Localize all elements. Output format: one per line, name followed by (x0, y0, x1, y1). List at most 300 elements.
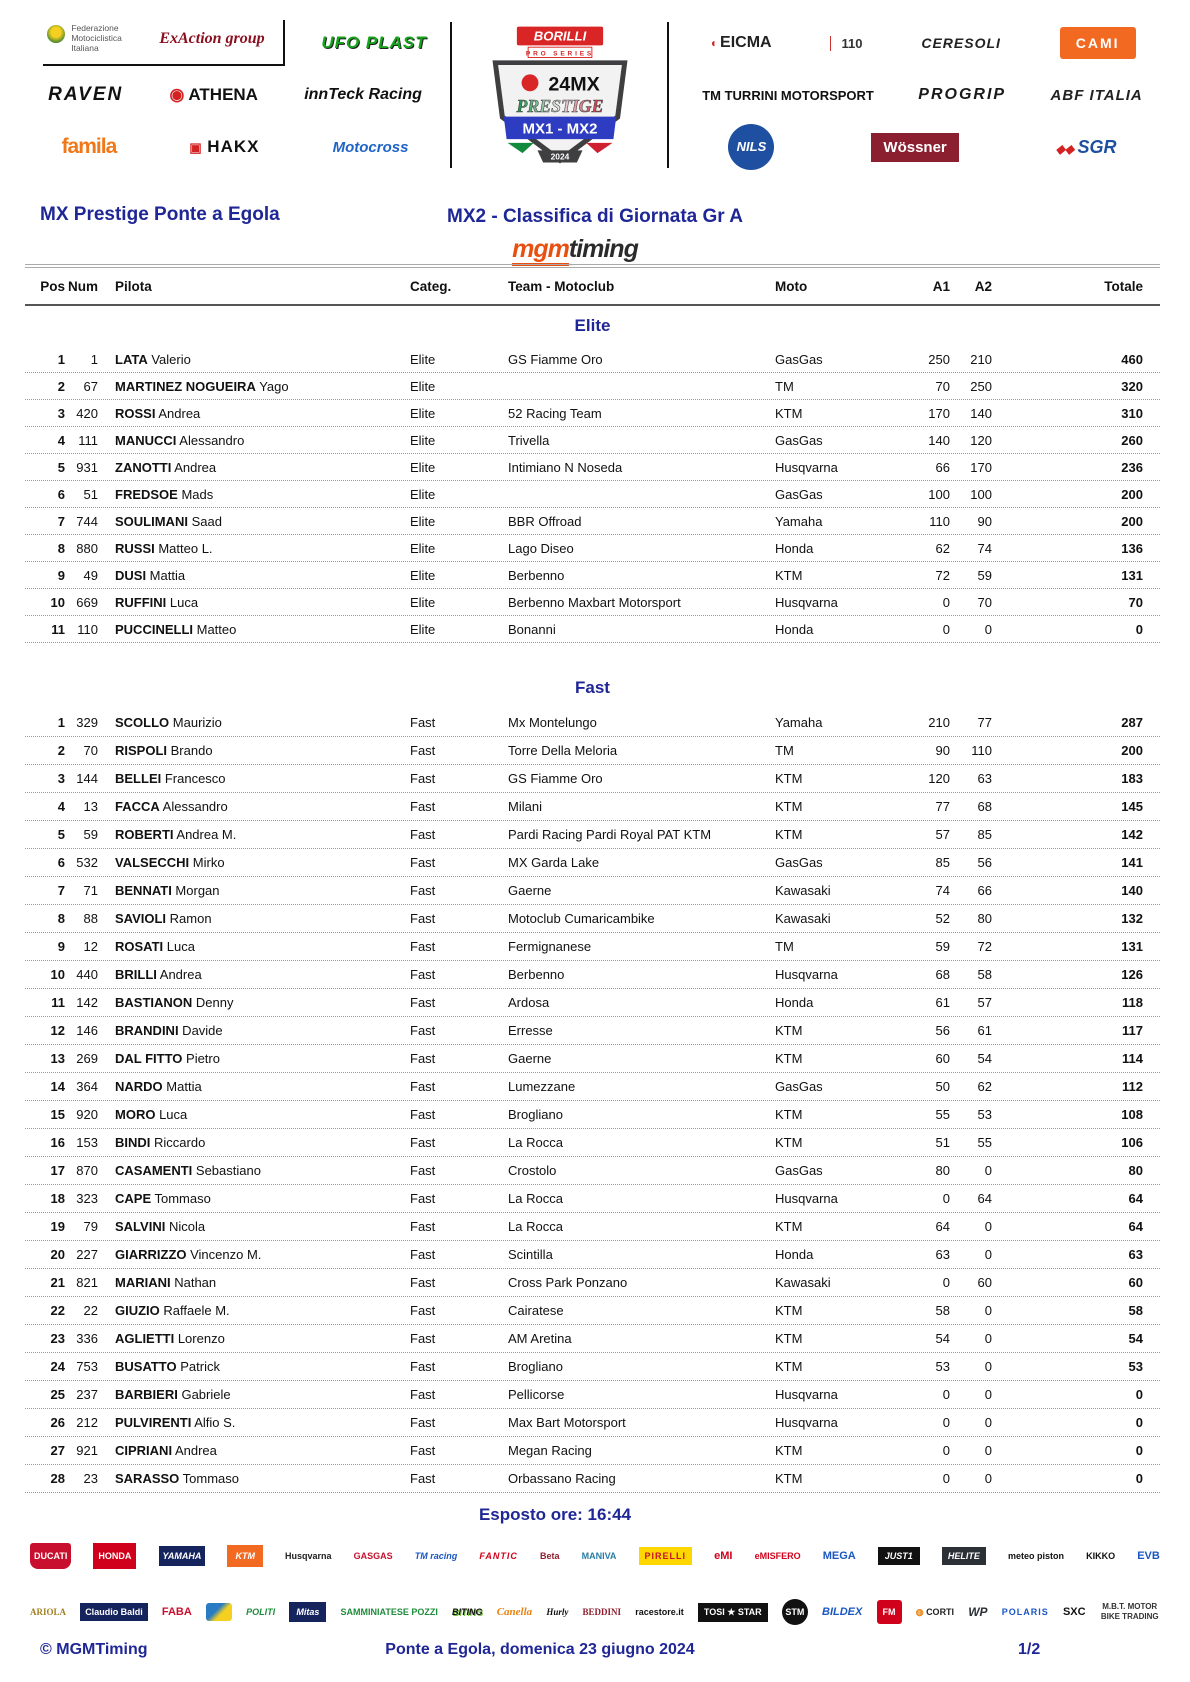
evb-logo: EVB (1137, 1550, 1160, 1562)
pirelli-logo: PIRELLI (639, 1547, 693, 1565)
sgr-logo: ◆◆ SGR (1056, 137, 1117, 158)
team-motoclub: BBR Offroad (508, 513, 582, 529)
category: Fast (410, 1135, 436, 1150)
moto-brand: KTM (775, 405, 803, 421)
category: Fast (410, 1359, 436, 1374)
total-points: 132 (1121, 911, 1143, 926)
points-a1: 170 (928, 405, 950, 421)
moto-brand: KTM (775, 1219, 803, 1234)
team-motoclub: AM Aretina (508, 1331, 572, 1346)
points-a2: 0 (984, 1443, 992, 1458)
category: Elite (410, 486, 436, 502)
category: Fast (410, 1023, 436, 1038)
table-row (25, 535, 1160, 562)
total-points: 310 (1121, 405, 1143, 421)
category: Elite (410, 540, 436, 556)
moto-brand: Husqvarna (775, 1415, 838, 1430)
total-points: 0 (1135, 1415, 1143, 1430)
points-a2: 66 (977, 883, 992, 898)
moto-brand: KTM (775, 1303, 803, 1318)
yamaha-logo: YAMAHA (159, 1546, 206, 1566)
points-a1: 51 (935, 1135, 950, 1150)
rider-name: FREDSOE Mads (115, 486, 214, 502)
moto-brand: GasGas (775, 1163, 823, 1178)
total-points: 200 (1121, 513, 1143, 529)
table-row (25, 1129, 1160, 1157)
category: Elite (410, 513, 436, 529)
category: Fast (410, 883, 436, 898)
category: Fast (410, 1331, 436, 1346)
ktm-logo: KTM (227, 1545, 263, 1567)
race-number: 227 (76, 1247, 98, 1262)
team-motoclub: Gaerne (508, 1051, 552, 1066)
race-number: 364 (76, 1079, 98, 1094)
fm-logo: FM (877, 1600, 902, 1624)
crest-logo (206, 1603, 232, 1621)
table-row (25, 765, 1160, 793)
position: 7 (57, 513, 65, 529)
table-row (25, 1269, 1160, 1297)
position: 28 (50, 1471, 65, 1486)
race-number: 59 (83, 827, 98, 842)
points-a2: 77 (977, 715, 992, 730)
category: Fast (410, 743, 436, 758)
position: 27 (50, 1443, 65, 1458)
rider-name: SOULIMANI Saad (115, 513, 222, 529)
rider-name: AGLIETTI Lorenzo (115, 1331, 225, 1346)
rider-name: NARDO Mattia (115, 1079, 202, 1094)
total-points: 0 (1135, 621, 1143, 637)
points-a2: 80 (977, 911, 992, 926)
position: 25 (50, 1387, 65, 1402)
moto-brand: GasGas (775, 432, 823, 448)
moto-brand: KTM (775, 1023, 803, 1038)
points-a2: 56 (977, 855, 992, 870)
page-number: 1/2 (1018, 1641, 1041, 1658)
sponsor-row (25, 20, 445, 66)
moto-brand: GasGas (775, 1079, 823, 1094)
team-motoclub: Brogliano (508, 1107, 563, 1122)
faba-logo: FABA (161, 1606, 192, 1618)
race-number: 110 (77, 621, 98, 637)
rider-name: RISPOLI Brando (115, 743, 213, 758)
rider-name: MARTINEZ NOGUEIRA Yago (115, 378, 289, 394)
category: Elite (410, 405, 436, 421)
position: 24 (50, 1359, 65, 1374)
total-points: 141 (1121, 855, 1143, 870)
table-row (25, 821, 1160, 849)
table-row (25, 793, 1160, 821)
total-points: 200 (1121, 486, 1143, 502)
points-a2: 250 (970, 378, 992, 394)
rider-surname: BRILLI (115, 967, 157, 982)
position: 4 (57, 432, 65, 448)
category: Fast (410, 911, 436, 926)
position: 14 (50, 1079, 65, 1094)
position: 1 (57, 715, 65, 730)
category: Elite (410, 432, 436, 448)
just1-logo: JUST1 (878, 1547, 920, 1565)
position: 22 (50, 1303, 65, 1318)
total-points: 287 (1121, 715, 1143, 730)
category: Fast (410, 715, 436, 730)
race-number: 931 (76, 459, 98, 475)
position: 5 (57, 827, 65, 842)
table-row (25, 1465, 1160, 1493)
race-number: 880 (76, 540, 98, 556)
column-header-num: Num (68, 278, 98, 294)
position: 6 (57, 855, 65, 870)
total-points: 54 (1128, 1331, 1143, 1346)
table-row (25, 562, 1160, 589)
team-motoclub: Berbenno (508, 567, 565, 583)
category: Elite (410, 351, 436, 367)
rider-name: BARBIERI Gabriele (115, 1387, 231, 1402)
total-points: 118 (1122, 995, 1143, 1010)
category: Fast (410, 1051, 436, 1066)
table-row (25, 905, 1160, 933)
rider-surname: MANUCCI (115, 432, 177, 448)
rider-name: GIUZIO Raffaele M. (115, 1303, 230, 1318)
team-motoclub: Intimiano N Noseda (508, 459, 623, 475)
table-row (25, 373, 1160, 400)
table-row (25, 933, 1160, 961)
rider-surname: BENNATI (115, 883, 172, 898)
moto-brand: KTM (775, 1135, 803, 1150)
eicma-logo: ◖ EICMA (709, 34, 771, 52)
points-a1: 57 (935, 827, 950, 842)
total-points: 131 (1121, 939, 1143, 954)
rider-name: BRANDINI Davide (115, 1023, 223, 1038)
points-a2: 170 (970, 459, 992, 475)
rider-name: SCOLLO Maurizio (115, 715, 222, 730)
table-row (25, 427, 1160, 454)
total-points: 80 (1128, 1163, 1143, 1178)
rider-name: MORO Luca (115, 1107, 188, 1122)
fantic-logo: FANTIC (479, 1551, 518, 1561)
points-a1: 58 (935, 1303, 950, 1318)
rider-name: BENNATI Morgan (115, 883, 220, 898)
total-points: 142 (1121, 827, 1143, 842)
ufo-logo: UFO PLAST (321, 33, 427, 52)
mxblue-logo: Motocross (332, 138, 409, 156)
column-header-moto: Moto (775, 278, 808, 294)
table-row (25, 1325, 1160, 1353)
position: 9 (57, 567, 65, 583)
table-row (25, 616, 1160, 643)
points-a1: 55 (935, 1107, 950, 1122)
rider-name: RUFFINI Luca (115, 594, 199, 610)
rider-surname: NARDO (115, 1079, 163, 1094)
points-a2: 55 (977, 1135, 992, 1150)
beta-logo: Beta (539, 1551, 560, 1561)
corti-logo: ◍ CORTI (916, 1607, 954, 1618)
team-motoclub: Berbenno Maxbart Motorsport (508, 594, 681, 610)
points-a2: 57 (977, 995, 992, 1010)
rider-surname: RISPOLI (115, 743, 168, 758)
team-motoclub: GS Fiamme Oro (508, 351, 603, 367)
points-a1: 64 (935, 1219, 950, 1234)
rider-surname: MARIANI (115, 1275, 171, 1290)
footer-sponsor-row-1 (30, 1538, 1160, 1574)
race-number: 323 (76, 1191, 98, 1206)
table-row (25, 849, 1160, 877)
table-row (25, 1353, 1160, 1381)
column-header-pos: Pos (40, 278, 65, 294)
team-motoclub: Bonanni (508, 621, 556, 637)
total-points: 145 (1121, 799, 1143, 814)
race-number: 753 (76, 1359, 98, 1374)
timing-logo-part: timing (568, 235, 638, 263)
category: Elite (410, 621, 436, 637)
rider-surname: FACCA (115, 799, 160, 814)
points-a1: 0 (942, 1443, 950, 1458)
race-number: 144 (76, 771, 98, 786)
table-row (25, 737, 1160, 765)
points-a2: 140 (970, 405, 992, 421)
moto-brand: KTM (775, 1107, 803, 1122)
position: 23 (50, 1331, 65, 1346)
110-logo: 110 (830, 36, 862, 51)
cami-logo: CAMI (1060, 27, 1136, 59)
points-a2: 72 (977, 939, 992, 954)
position: 8 (57, 911, 65, 926)
abf-logo: ABF ITALIA (1050, 86, 1143, 104)
race-number: 669 (76, 594, 98, 610)
position: 10 (50, 967, 65, 982)
category: Fast (410, 1079, 436, 1094)
moto-brand: KTM (775, 1359, 803, 1374)
points-a2: 0 (984, 1163, 992, 1178)
rider-surname: BARBIERI (115, 1387, 178, 1402)
table-row (25, 1185, 1160, 1213)
points-a1: 0 (942, 1415, 950, 1430)
race-number: 269 (76, 1051, 98, 1066)
table-row (25, 1437, 1160, 1465)
category: Elite (410, 459, 436, 475)
points-a1: 61 (935, 995, 950, 1010)
rider-name: CAPE Tommaso (115, 1191, 211, 1206)
ariola-logo: ARIOLA (30, 1607, 67, 1617)
category: Fast (410, 1443, 436, 1458)
rider-surname: SALVINI (115, 1219, 166, 1234)
team-motoclub: Lumezzane (508, 1079, 576, 1094)
total-points: 112 (1122, 1079, 1143, 1094)
sponsor-header-left (25, 20, 445, 170)
moto-brand: KTM (775, 567, 803, 583)
nils-logo: NILS (728, 124, 774, 170)
moto-brand: Honda (775, 540, 814, 556)
canella-logo: Canella (496, 1606, 533, 1618)
points-a1: 70 (935, 378, 950, 394)
total-points: 63 (1128, 1247, 1143, 1262)
moto-brand: KTM (775, 1443, 803, 1458)
total-points: 140 (1121, 883, 1143, 898)
total-points: 53 (1128, 1359, 1143, 1374)
points-a2: 210 (970, 351, 992, 367)
honda-logo: HONDA (93, 1543, 136, 1569)
points-a2: 100 (970, 486, 992, 502)
points-a1: 0 (942, 1387, 950, 1402)
sponsor-header (25, 20, 1165, 170)
moto-brand: KTM (775, 1331, 803, 1346)
table-row (25, 989, 1160, 1017)
table-row (25, 1381, 1160, 1409)
rider-surname: GIARRIZZO (115, 1247, 187, 1262)
points-a1: 60 (935, 1051, 950, 1066)
category: Fast (410, 967, 436, 982)
tosistar-logo: TOSI ★ STAR (698, 1603, 768, 1622)
meteopiston-logo: meteo piston (1008, 1551, 1065, 1561)
race-number: 329 (76, 715, 98, 730)
bildex-logo: BILDEX (822, 1606, 863, 1618)
moto-brand: GasGas (775, 486, 823, 502)
total-points: 0 (1135, 1387, 1143, 1402)
svg-text:24MX: 24MX (547, 73, 600, 96)
rider-name: CIPRIANI Andrea (115, 1443, 217, 1458)
category: Elite (410, 567, 436, 583)
team-motoclub: Pardi Racing Pardi Royal PAT KTM (508, 827, 712, 842)
category: Fast (410, 1471, 436, 1486)
total-points: 114 (1122, 1051, 1143, 1066)
points-a2: 0 (984, 1331, 992, 1346)
innteck-logo: innTeck Racing (304, 86, 422, 103)
total-points: 64 (1128, 1219, 1143, 1234)
mbt-logo: M.B.T. MOTOR BIKE TRADING (1100, 1602, 1159, 1621)
points-a2: 53 (977, 1107, 992, 1122)
team-motoclub: Orbassano Racing (508, 1471, 616, 1486)
table-row (25, 589, 1160, 616)
moto-brand: GasGas (775, 351, 823, 367)
points-a1: 140 (928, 432, 950, 448)
table-row (25, 709, 1160, 737)
baldi-logo: Claudio Baldi (80, 1603, 148, 1621)
race-number: 111 (78, 432, 98, 448)
total-points: 106 (1121, 1135, 1143, 1150)
points-a1: 80 (935, 1163, 950, 1178)
team-motoclub: Lago Diseo (508, 540, 574, 556)
svg-text:2024: 2024 (550, 151, 569, 162)
rider-surname: DAL FITTO (115, 1051, 183, 1066)
moto-brand: GasGas (775, 855, 823, 870)
results-table (25, 264, 1160, 1493)
points-a1: 77 (935, 799, 950, 814)
team-motoclub: Trivella (508, 432, 550, 448)
column-header-totale: Totale (1104, 278, 1143, 294)
rider-name: GIARRIZZO Vincenzo M. (115, 1247, 262, 1262)
rider-surname: DUSI (115, 567, 147, 583)
team-motoclub: Scintilla (508, 1247, 553, 1262)
rider-name: CASAMENTI Sebastiano (115, 1163, 261, 1178)
rider-name: VALSECCHI Mirko (115, 855, 225, 870)
sponsor-row (680, 20, 1165, 66)
rider-name: MANUCCI Alessandro (115, 432, 245, 448)
points-a2: 0 (984, 1247, 992, 1262)
category: Fast (410, 1387, 436, 1402)
position: 20 (50, 1247, 65, 1262)
moto-brand: Honda (775, 621, 814, 637)
points-a1: 110 (929, 513, 950, 529)
position: 8 (57, 540, 65, 556)
rider-surname: SCOLLO (115, 715, 170, 730)
sponsor-row (25, 124, 445, 170)
rider-name: BUSATTO Patrick (115, 1359, 220, 1374)
points-a1: 85 (935, 855, 950, 870)
category: Fast (410, 995, 436, 1010)
table-row (25, 400, 1160, 427)
table-body (25, 306, 1160, 1493)
position: 11 (51, 621, 65, 637)
prestige-shield-logo (485, 24, 635, 166)
points-a2: 70 (977, 594, 992, 610)
total-points: 236 (1121, 459, 1143, 475)
wp-logo: WP (968, 1605, 988, 1619)
stm-logo: STM (782, 1599, 808, 1625)
points-a1: 63 (935, 1247, 950, 1262)
rider-surname: BASTIANON (115, 995, 193, 1010)
points-a1: 120 (928, 771, 950, 786)
total-points: 460 (1121, 351, 1143, 367)
moto-brand: Husqvarna (775, 1191, 838, 1206)
column-header-team-motoclub: Team - Motoclub (508, 278, 615, 294)
rider-surname: BINDI (115, 1135, 151, 1150)
rider-name: ROSSI Andrea (115, 405, 201, 421)
race-number: 921 (76, 1443, 98, 1458)
famila-logo: famila (61, 135, 117, 158)
moto-brand: TM (775, 743, 794, 758)
rider-name: PUCCINELLI Matteo (115, 621, 237, 637)
beddini-logo: BEDDINI (582, 1607, 622, 1617)
race-number: 920 (76, 1107, 98, 1122)
position: 11 (51, 995, 65, 1010)
rider-name: DAL FITTO Pietro (115, 1051, 220, 1066)
column-header-a1: A1 (932, 278, 950, 294)
points-a1: 54 (935, 1331, 950, 1346)
gasgas-logo: GASGAS (353, 1551, 393, 1561)
points-a2: 0 (984, 1219, 992, 1234)
rider-surname: BRANDINI (115, 1023, 179, 1038)
team-motoclub: MX Garda Lake (508, 855, 600, 870)
points-a1: 0 (942, 621, 950, 637)
points-a2: 60 (977, 1275, 992, 1290)
points-a1: 0 (942, 1191, 950, 1206)
moto-brand: KTM (775, 1471, 803, 1486)
category: Fast (410, 1107, 436, 1122)
rider-surname: RUFFINI (115, 594, 167, 610)
category: Elite (410, 378, 436, 394)
team-motoclub: Cairatese (508, 1303, 564, 1318)
position: 3 (57, 771, 65, 786)
race-number: 420 (76, 405, 98, 421)
position: 1 (57, 351, 65, 367)
ducati-logo: DUCATI (30, 1543, 71, 1569)
points-a1: 0 (942, 1275, 950, 1290)
points-a1: 90 (935, 743, 950, 758)
points-a2: 58 (977, 967, 992, 982)
team-motoclub: Cross Park Ponzano (508, 1275, 628, 1290)
points-a2: 0 (984, 1415, 992, 1430)
race-number: 870 (76, 1163, 98, 1178)
copyright: © MGMTiming (40, 1641, 148, 1658)
svg-text:MX1 - MX2: MX1 - MX2 (521, 120, 598, 138)
table-row (25, 877, 1160, 905)
team-motoclub: Max Bart Motorsport (508, 1415, 626, 1430)
hurly-logo: Hurly (546, 1607, 569, 1617)
team-motoclub: Gaerne (508, 883, 552, 898)
esposto-time: Esposto ore: 16:44 (478, 1505, 632, 1524)
moto-brand: Husqvarna (775, 459, 838, 475)
category: Fast (410, 855, 436, 870)
